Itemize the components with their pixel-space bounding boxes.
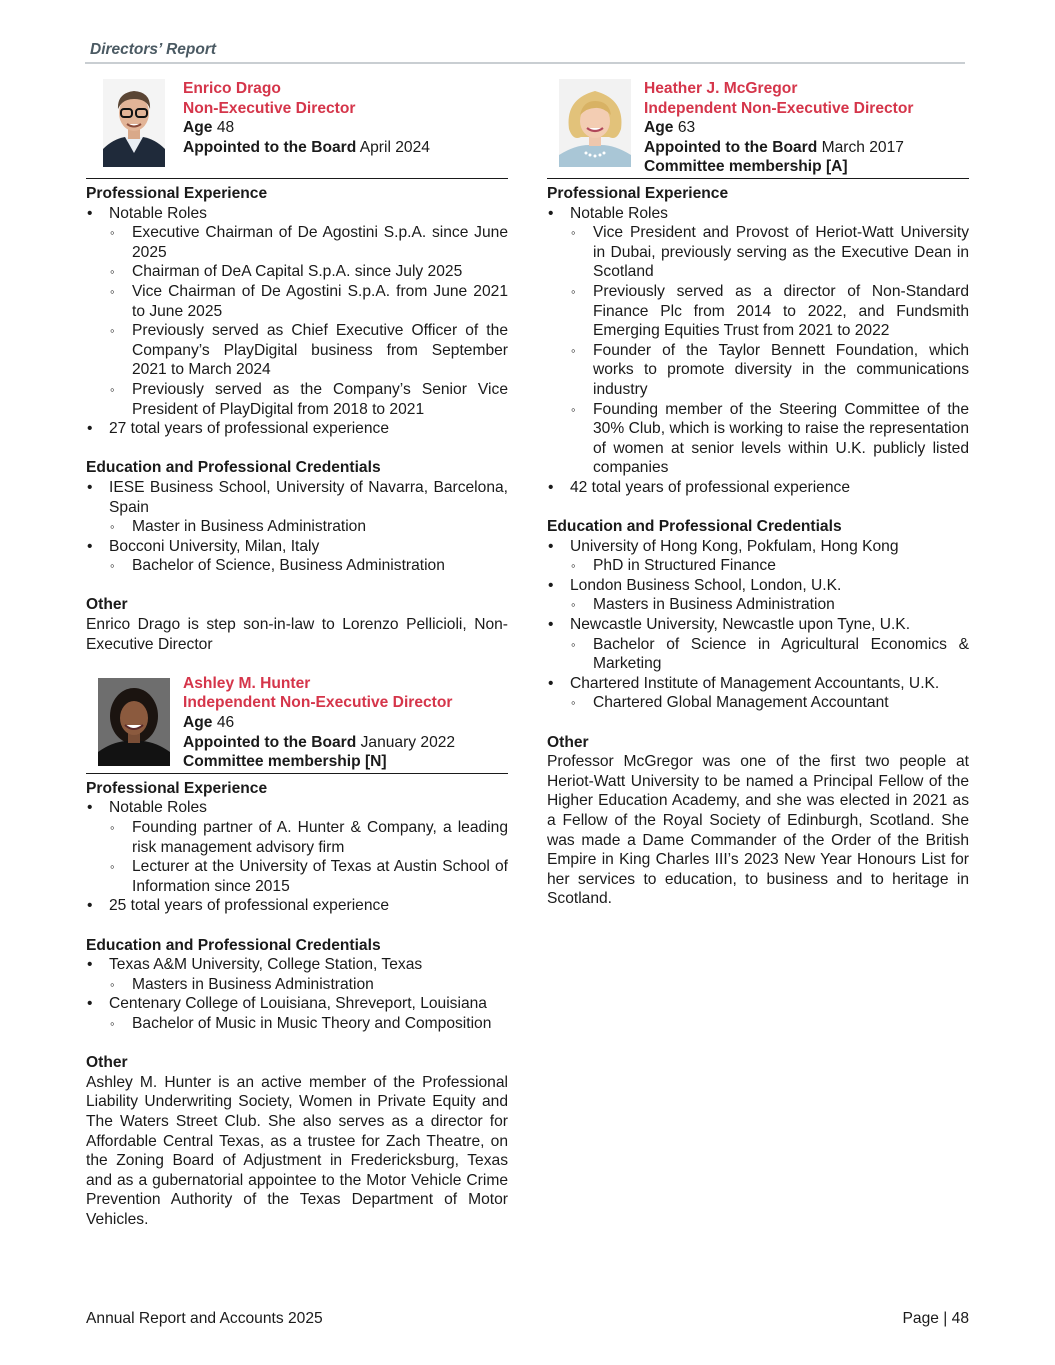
director-appointed: Appointed to the Board January 2022: [183, 733, 456, 751]
list-item: • London Business School, London, U.K.: [547, 576, 969, 596]
director-appointed: Appointed to the Board April 2024: [183, 138, 430, 156]
list-item: • 27 total years of professional experience: [86, 419, 508, 439]
director-photo: [90, 79, 178, 167]
list-item: ◦ Executive Chairman of De Agostini S.p.A. since June 2025: [86, 223, 508, 262]
education-heading: Education and Professional Credentials: [86, 459, 381, 477]
list-item: ◦ Vice Chairman of De Agostini S.p.A. from June 2021 to June 2025: [86, 282, 508, 321]
director-photo: [551, 79, 639, 167]
director-name: Ashley M. Hunter: [183, 674, 311, 692]
experience-heading: Professional Experience: [547, 184, 729, 202]
list-item: ◦ Master in Business Administration: [86, 517, 508, 537]
list-item: ◦ Previously served as the Company’s Senior Vice President of PlayDigital from 2018 to 2021: [86, 380, 508, 419]
list-item: • IESE Business School, University of Navarra, Barcelona, Spain: [86, 478, 508, 517]
education-list: [547, 674, 969, 694]
list-item: • Bocconi University, Milan, Italy: [86, 537, 508, 557]
director-role: Independent Non-Executive Director: [183, 694, 453, 712]
director-age: Age 48: [183, 119, 235, 137]
list-item: • 42 total years of professional experience: [547, 478, 969, 498]
list-item: • 25 total years of professional experience: [86, 896, 508, 916]
roles-list: [86, 818, 508, 896]
director-bio-ashley-hunter: [86, 674, 508, 1230]
list-item: • Centenary College of Louisiana, Shreveport, Louisiana: [86, 994, 508, 1014]
list-item: • University of Hong Kong, Pokfulam, Hong Kong: [547, 537, 969, 557]
roles-list: [86, 223, 508, 419]
degree-list: [86, 975, 508, 995]
experience-years: [86, 419, 508, 439]
right-column: [547, 79, 969, 909]
director-name: Enrico Drago: [183, 80, 281, 97]
list-item: ◦ Vice President and Provost of Heriot-Watt University in Dubai, previously serving as the Executive Dean in Scotland: [547, 223, 969, 282]
list-item: ◦ Masters in Business Administration: [86, 975, 508, 995]
list-item: • Notable Roles: [547, 204, 969, 224]
bio-divider: [547, 178, 969, 179]
list-item: ◦ PhD in Structured Finance: [547, 556, 969, 576]
list-item: ◦ Founding partner of A. Hunter & Company, a leading risk management advisory firm: [86, 818, 508, 857]
experience-list: [86, 798, 508, 818]
other-heading: Other: [86, 1054, 128, 1072]
list-item: • Notable Roles: [86, 204, 508, 224]
degree-list: [86, 517, 508, 537]
education-list: [86, 478, 508, 517]
degree-list: [547, 635, 969, 674]
list-item: ◦ Bachelor of Science, Business Administration: [86, 556, 508, 576]
education-list: [86, 994, 508, 1014]
other-heading: Other: [547, 733, 589, 751]
director-bio-heather-mcgregor: [547, 79, 969, 909]
list-item: ◦ Founder of the Taylor Bennett Foundation, which works to promote diversity in the communications industry: [547, 341, 969, 400]
experience-list: [86, 204, 508, 224]
director-appointed: Appointed to the Board March 2017: [644, 138, 904, 156]
experience-heading: Professional Experience: [86, 779, 268, 797]
list-item: • Newcastle University, Newcastle upon Tyne, U.K.: [547, 615, 969, 635]
degree-list: [86, 1014, 508, 1034]
degree-list: [547, 693, 969, 713]
list-item: • Notable Roles: [86, 798, 508, 818]
director-age: Age 63: [644, 119, 696, 137]
list-item: ◦ Masters in Business Administration: [547, 595, 969, 615]
education-list: [86, 955, 508, 975]
bio-header: [86, 674, 508, 772]
degree-list: [547, 556, 969, 576]
header-divider: [85, 62, 965, 64]
list-item: • Chartered Institute of Management Accountants, U.K.: [547, 674, 969, 694]
bio-info: [644, 79, 913, 177]
education-heading: Education and Professional Credentials: [86, 936, 381, 954]
degree-list: [547, 595, 969, 615]
list-item: ◦ Lecturer at the University of Texas at Austin School of Information since 2015: [86, 857, 508, 896]
experience-heading: Professional Experience: [86, 185, 268, 202]
director-name: Heather J. McGregor: [644, 80, 798, 97]
bio-divider: [86, 773, 508, 774]
degree-list: [86, 556, 508, 576]
list-item: ◦ Bachelor of Music in Music Theory and Composition: [86, 1014, 508, 1034]
committee-membership: Committee membership [A]: [644, 158, 848, 176]
director-role: Non-Executive Director: [183, 99, 356, 117]
bio-info: [183, 79, 430, 157]
left-column: [86, 79, 508, 1229]
committee-membership: Committee membership [N]: [183, 753, 387, 771]
other-text: Enrico Drago is step son-in-law to Lorenzo Pellicioli, Non-Executive Director: [86, 616, 508, 653]
bio-info: [183, 674, 455, 772]
bio-divider: [86, 178, 508, 179]
section-title: Directors’ Report: [90, 41, 217, 58]
other-heading: Other: [86, 596, 128, 614]
bio-header: [86, 79, 508, 167]
education-list: [547, 537, 969, 557]
director-role: Independent Non-Executive Director: [644, 99, 914, 117]
director-age: Age 46: [183, 714, 235, 732]
other-text: Ashley M. Hunter is an active member of the Professional Liability Underwriting Society, Women in Private Equity and The Waters Street Club. She also serves as a director for Affordable Central Texas, as a trustee for Zach Theatre, on the Zoning Board of Adjustment in Fredericksburg, Texas and as a gubernatorial appointee to the Motor Vehicle Crime Prevention Authority of the Texas Department of Motor Vehicles.: [86, 1073, 508, 1228]
education-list: [547, 576, 969, 596]
other-text: Professor McGregor was one of the first two people at Heriot-Watt University to be named a Principal Fellow of the Higher Education Academy, and she was elected in 2021 as a Fellow of the Royal Society of Edinburgh, Scotland. She was made a Dame Commander of the Order of the British Empire in King Charles III’s 2023 New Year Honours List for her services to education, to business and to heritage in Scotland.: [547, 753, 969, 908]
list-item: ◦ Previously served as a director of Non-Standard Finance Plc from 2014 to 2022, and Fundsmith Emerging Equities Trust from 2021 to 2022: [547, 282, 969, 341]
education-heading: Education and Professional Credentials: [547, 518, 842, 536]
list-item: ◦ Bachelor of Science in Agricultural Economics & Marketing: [547, 635, 969, 674]
experience-years: [86, 896, 508, 916]
portrait-woman-icon: [98, 678, 170, 766]
experience-list: [547, 204, 969, 224]
list-item: ◦ Previously served as Chief Executive Officer of the Company’s PlayDigital business from September 2021 to March 2024: [86, 321, 508, 380]
education-list: [547, 615, 969, 635]
portrait-man-glasses-icon: [103, 79, 165, 167]
footer-page-number: Page | 48: [902, 1310, 969, 1327]
portrait-woman-blonde-icon: [559, 79, 631, 167]
director-photo: [90, 678, 178, 766]
list-item: ◦ Founding member of the Steering Committee of the 30% Club, which is working to raise the representation of women at senior levels within U.K. publicly listed companies: [547, 400, 969, 478]
footer-report-title: Annual Report and Accounts 2025: [86, 1310, 323, 1327]
bio-header: [547, 79, 969, 177]
list-item: ◦ Chartered Global Management Accountant: [547, 693, 969, 713]
experience-years: [547, 478, 969, 498]
list-item: ◦ Chairman of DeA Capital S.p.A. since July 2025: [86, 262, 508, 282]
roles-list: [547, 223, 969, 478]
director-bio-enrico-drago: [86, 79, 508, 654]
list-item: • Texas A&M University, College Station, Texas: [86, 955, 508, 975]
education-list: [86, 537, 508, 557]
